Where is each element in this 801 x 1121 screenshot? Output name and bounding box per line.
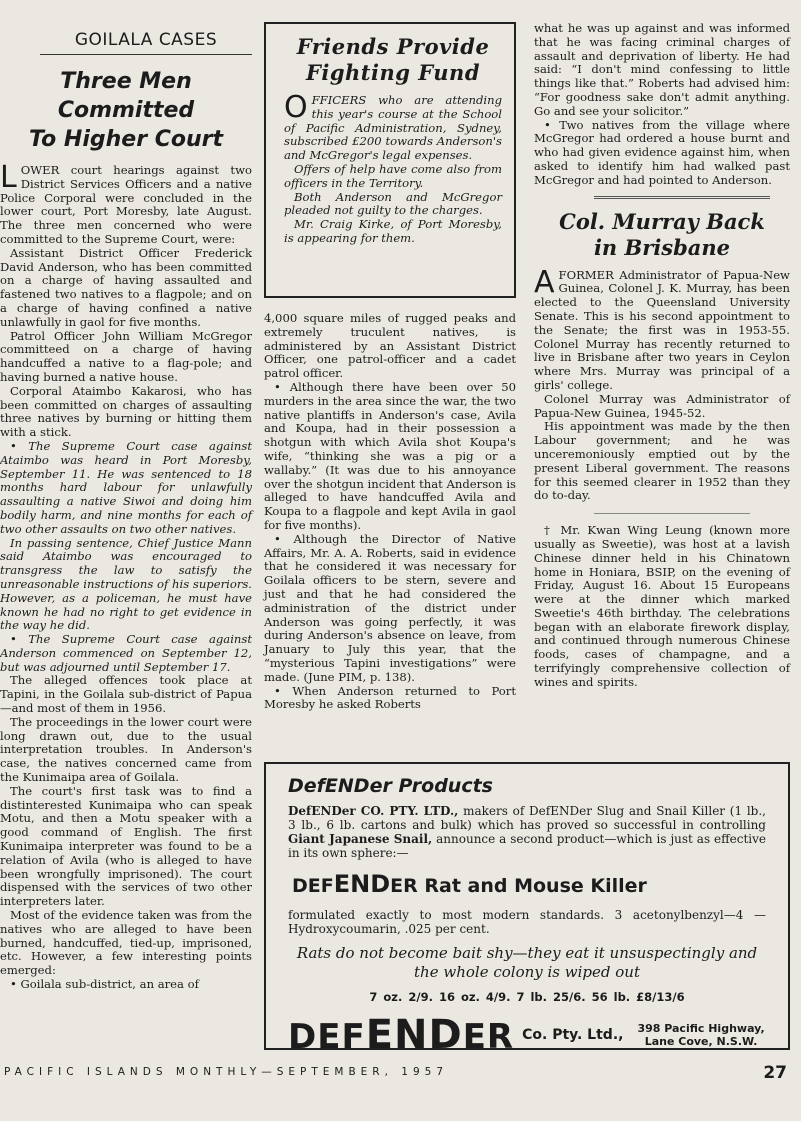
box-paragraph: OFFICERS who are attending this year's course at the School of Pacific Administration, Sydney, subscribed £200 towards Anderson's and McGregor's legal expenses. bbox=[284, 90, 502, 163]
article-paragraph: His appointment was made by the then Labour government; and he was unceremoniously emptied out by the present Liberal government. The reasons for this seemed clearer in 1952 than they do to-day. bbox=[534, 419, 790, 503]
drop-cap: A bbox=[534, 264, 555, 300]
section-label: GOILALA CASES bbox=[40, 30, 252, 55]
article-paragraph: Assistant District Officer Frederick David Anderson, who has been committed on a charge of having assaulted and fastened two natives to a flagpole; and on a charge of having confined a native unlawfully in gaol for five months. bbox=[0, 245, 252, 329]
article-paragraph: † Mr. Kwan Wing Leung (known more usually as Sweetie), was host at a lavish Chinese dinner held in his Chinatown home in Honiara, BSIP, on the evening of Friday, August 16. About 15 Europeans were at the dinner which marked Sweetie's 46th birthday. The celebrations began with an elaborate firework display, and continued through numerous Chinese foods, cases of champagne, and a terrifyingly comprehensive collection of wines and spirits. bbox=[534, 523, 790, 689]
article-paragraph: Patrol Officer John William McGregor committeed on a charge of having handcuffed a native to a flag-pole; and having burned a native house. bbox=[0, 328, 252, 384]
article-paragraph: • Two natives from the village where McGregor had ordered a house burnt and who had given evidence against him, when asked to identify him had walked past McGregor and had pointed to Anderson. bbox=[534, 117, 790, 187]
murray-headline-line-2: in Brisbane bbox=[593, 234, 731, 260]
headline-line-1: Three Men Committed bbox=[57, 69, 195, 123]
divider bbox=[594, 513, 750, 514]
column-2 bbox=[264, 22, 516, 712]
box-paragraph: Offers of help have come also from officers in the Territory. bbox=[284, 161, 502, 190]
article-paragraph: Most of the evidence taken was from the natives who are alleged to have been burned, handcuffed, tied-up, imprisoned, etc. However, a few interesting points emerged: bbox=[0, 908, 252, 978]
article-paragraph: LOWER court hearings against two District Services Officers and a native Police Corporal were concluded in the lower court, Port Moresby, late August. The three men concerned who were committed to the Supreme Court, were: bbox=[0, 160, 252, 246]
column-1 bbox=[0, 22, 252, 992]
drop-cap: O bbox=[284, 90, 308, 125]
ad-footer bbox=[288, 1012, 766, 1058]
page-footer: PACIFIC ISLANDS MONTHLY—SEPTEMBER, 1957 bbox=[4, 1066, 448, 1078]
italic-paragraph: In passing sentence, Chief Justice Mann said Ataimbo was encouraged to transgress the law to satisfy the unreasonable instructions of his superiors. However, as a policeman, he must have known he had no right to get evidence in the way he did. bbox=[0, 535, 252, 633]
drop-cap: L bbox=[0, 160, 17, 195]
divider bbox=[594, 196, 770, 199]
box-paragraph: Mr. Craig Kirke, of Port Moresby, is appearing for them. bbox=[284, 217, 502, 245]
murray-headline bbox=[534, 209, 790, 261]
page-number: 27 bbox=[763, 1063, 787, 1083]
italic-paragraph: • The Supreme Court case against Anderson commenced on September 12, but was adjourned until September 17. bbox=[0, 632, 252, 674]
article-paragraph: • Although there have been over 50 murders in the area since the war, the two native plantiffs in Anderson's case, Avila and Koupa, had in their possession a shotgun with which Avila shot Koupa's wife, “thinking she was a pig or a wallaby.” (It was due to his annoyance over the shotgun incident that Anderson is alleged to have handcuffed Avila and Koupa to a flagpole and kept Avila in gaol for five months). bbox=[264, 379, 516, 532]
article-paragraph: • Goilala sub-district, an area of bbox=[10, 977, 199, 992]
ad-product-heading: DEFENDER Rat and Mouse Killer bbox=[292, 870, 647, 898]
article-paragraph: 4,000 square miles of rugged peaks and extremely truculent natives, is administered by an Assistant District Officer, one patrol-officer and a cadet patrol officer. bbox=[264, 311, 516, 381]
box-paragraph: Both Anderson and McGregor pleaded not guilty to the charges. bbox=[284, 189, 502, 218]
box-headline bbox=[284, 34, 502, 86]
article-paragraph: The proceedings in the lower court were long drawn out, due to the usual interpretation troubles. In Anderson's case, the natives concerned came from the Kunimaipa area of Goilala. bbox=[0, 714, 252, 785]
italic-paragraph: • The Supreme Court case against Ataimbo was heard in Port Moresby, September 11. He was sentenced to 18 months hard labour for unlawfully assaulting a native Siwoi and doing him bodily harm, and nine months for each of two other assaults on two other natives. bbox=[0, 438, 252, 536]
article-paragraph: • When Anderson returned to Port Moresby he asked Roberts bbox=[264, 683, 516, 712]
fighting-fund-box bbox=[264, 22, 516, 298]
article-paragraph: Corporal Ataimbo Kakarosi, who has been committed on charges of assaulting three natives by burning or hitting them with a stick. bbox=[0, 383, 252, 440]
defender-advertisement bbox=[264, 762, 790, 1058]
article-paragraph: what he was up against and was informed that he was facing criminal charges of assault and deprivation of liberty. He had said: “I don't mind confessing to little things like that.” Roberts had advised him: “For goodness sake don't admit anything. Go and see your solicitor.” bbox=[534, 21, 790, 118]
murray-headline-line-1: Col. Murray Back bbox=[559, 208, 765, 234]
article-paragraph: • Although the Director of Native Affairs, Mr. A. A. Roberts, said in evidence that he considered it was necessary for Goilala officers to be stern, severe and just and that he had considered the administration of the district under Anderson was going perfectly, it was during Anderson's absence on leave, from January to July this year, that the “mysterious Tapini investigations” were made. (June PIM, p. 138). bbox=[264, 531, 516, 684]
headline-line-2: To Higher Court bbox=[28, 127, 224, 152]
box-headline-line-1: Friends Provide bbox=[296, 34, 490, 59]
article-paragraph: The alleged offences took place at Tapini, in the Goilala sub-district of Papua—and most of them in 1956. bbox=[0, 673, 252, 716]
ad-formula: formulated exactly to most modern standards. 3 acetonylbenzyl—4 —Hydroxycoumarin, .025 per cent. bbox=[288, 908, 766, 936]
ad-title: DefENDer Products bbox=[288, 775, 493, 797]
ad-intro: DefENDer CO. PTY. LTD., makers of DefENDer Slug and Snail Killer (1 lb., 3 lb., 6 lb. cartons and bulk) which has proved so successful in controlling Giant Japanese Snail, announce a second product—which is just as effective in its own sphere:— bbox=[288, 804, 766, 860]
article-paragraph: AFORMER Administrator of Papua-New Guinea, Colonel J. K. Murray, has been elected to the Queensland University Senate. This is his second appointment to the Senate; the first was in 1953-55. Colonel Murray has recently returned to live in Brisbane after two years in Ceylon where Mrs. Murray was principal of a girls' college. bbox=[534, 264, 790, 392]
ad-slogan: Rats do not become bait shy—they eat it unsuspectingly and the whole colony is wiped out bbox=[296, 944, 758, 981]
ad-address: 398 Pacific Highway, Lane Cove, N.S.W. bbox=[637, 1022, 765, 1048]
ad-prices: 7 oz. 2/9. 16 oz. 4/9. 7 lb. 25/6. 56 lb. £8/13/6 bbox=[369, 990, 685, 1004]
article-paragraph: Colonel Murray was Administrator of Papua-New Guinea, 1945-52. bbox=[534, 391, 790, 420]
ad-brand: DEFENDER bbox=[288, 1012, 515, 1058]
ad-company: Co. Pty. Ltd., bbox=[522, 1027, 624, 1043]
column-3 bbox=[534, 22, 790, 690]
box-headline-line-2: Fighting Fund bbox=[305, 60, 481, 85]
article-headline bbox=[0, 67, 252, 154]
article-paragraph: The court's first task was to find a distinterested Kunimaipa who can speak Motu, and then a Motu speaker with a good command of English. The first Kunimaipa interpreter was found to be a relation of Avila (who is alleged to have been wrongfully imprisoned). The court dispensed with the services of two other interpreters later. bbox=[0, 783, 252, 909]
